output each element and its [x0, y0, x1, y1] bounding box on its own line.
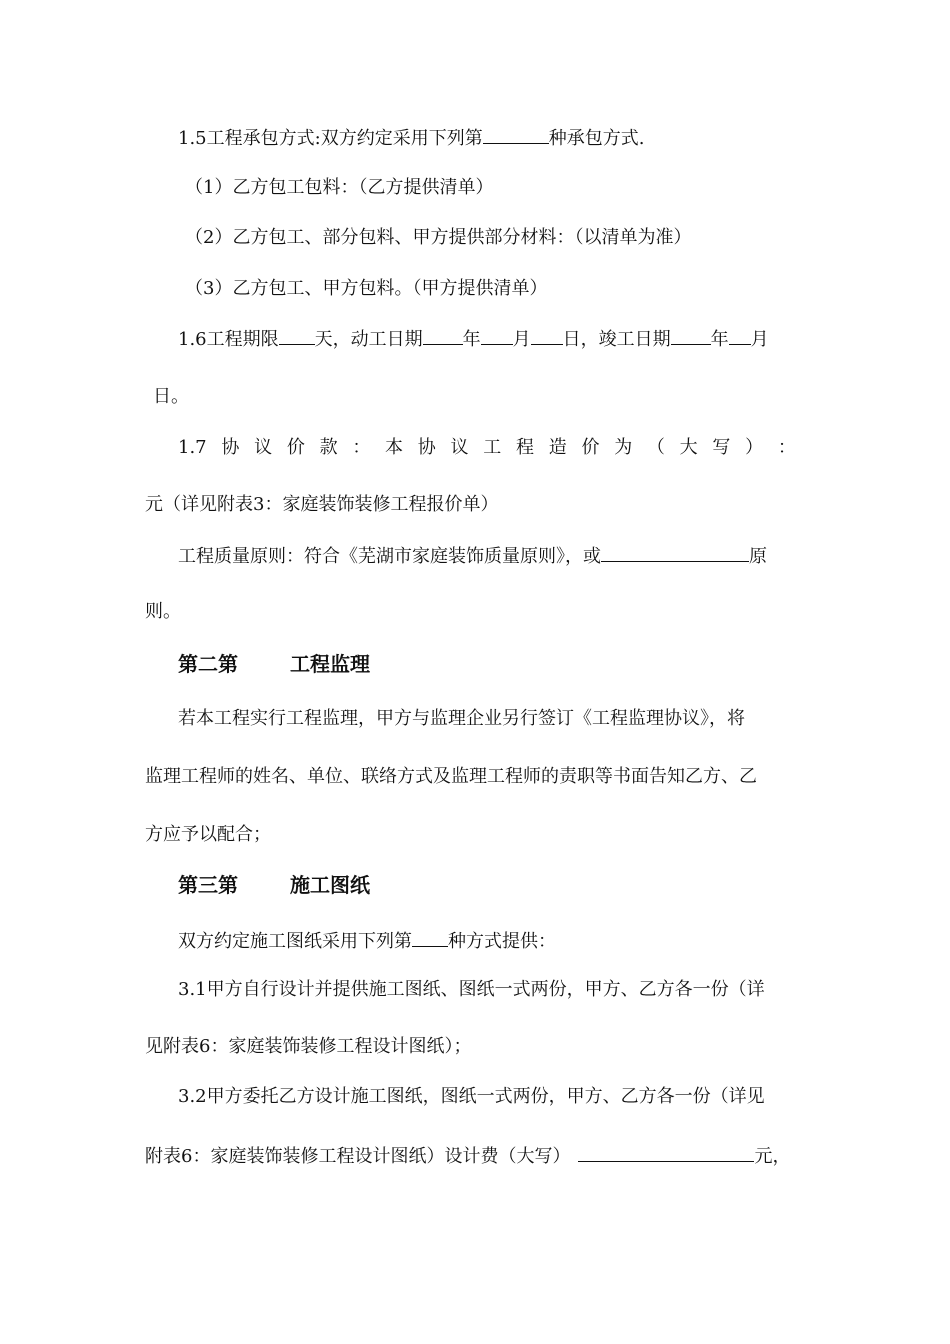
option-2: （2）乙方包工、部分包料、甲方提供部分材料：（以清单为准） — [185, 227, 692, 248]
month-label: 月 — [750, 329, 769, 350]
section-3-intro-text: 双方约定施工图纸采用下列第 — [178, 931, 412, 952]
blank-start-day[interactable] — [531, 326, 563, 345]
quality-clause — [178, 543, 810, 570]
section-3-title: 施工图纸 — [290, 873, 370, 897]
clause-1-5-text: 1.5工程承包方式:双方约定采用下列第 — [178, 128, 483, 149]
section-2-title: 工程监理 — [290, 652, 370, 676]
clause-3-2-line-1: 3.2甲方委托乙方设计施工图纸，图纸一式两份，甲方、乙方各一份（详见 — [178, 1086, 765, 1107]
clause-1-7 — [178, 435, 796, 461]
blank-design-fee[interactable] — [578, 1143, 754, 1162]
clause-1-7-char: 议 — [254, 437, 273, 458]
section-2-heading — [178, 650, 370, 678]
section-3-number: 第三第 — [178, 873, 238, 897]
section-2-number: 第二第 — [178, 652, 238, 676]
clause-1-7-char: ： — [777, 437, 796, 458]
section-2-line-2: 监理工程师的姓名、单位、联络方式及监理工程师的责职等书面告知乙方、乙 — [145, 766, 757, 787]
clause-1-7-char: 为 — [614, 437, 633, 458]
blank-quality-standard[interactable] — [601, 543, 749, 562]
clause-1-7-char: 1.7 — [178, 437, 207, 458]
section-3-heading — [178, 871, 370, 899]
clause-3-2-text: 附表6：家庭装饰装修工程设计图纸）设计费（大写） — [145, 1146, 571, 1167]
blank-days[interactable] — [279, 326, 315, 345]
quality-text: 工程质量原则：符合《芜湖市家庭装饰质量原则》，或 — [178, 546, 601, 567]
year-label: 年 — [462, 329, 481, 350]
clause-1-7-char: 本 — [385, 437, 404, 458]
clause-3-2-text-end: 元， — [754, 1146, 791, 1167]
section-3-intro — [178, 928, 810, 955]
clause-1-7-char: 程 — [515, 437, 534, 458]
quality-text-end: 原 — [749, 546, 767, 567]
clause-1-7-char: 款 — [319, 437, 338, 458]
clause-3-1-line-2: 见附表6：家庭装饰装修工程设计图纸）； — [145, 1036, 472, 1057]
clause-1-7-char: 价 — [581, 437, 600, 458]
option-1: （1）乙方包工包料：（乙方提供清单） — [185, 177, 494, 198]
clause-1-7-char: 工 — [483, 437, 502, 458]
clause-3-2-line-2 — [145, 1143, 810, 1170]
option-3: （3）乙方包工、甲方包料。（甲方提供清单） — [185, 278, 548, 299]
clause-1-7-char: 造 — [548, 437, 567, 458]
clause-1-7-char: 协 — [417, 437, 436, 458]
blank-end-year[interactable] — [671, 326, 711, 345]
blank-start-month[interactable] — [481, 326, 513, 345]
clause-1-7-char: ） — [745, 437, 764, 458]
blank-start-year[interactable] — [423, 326, 463, 345]
blank-end-month[interactable] — [729, 326, 751, 345]
blank-field[interactable] — [483, 125, 549, 144]
year-label: 年 — [710, 329, 729, 350]
clause-1-7-char: 写 — [712, 437, 731, 458]
clause-1-7-char: （ — [646, 437, 665, 458]
clause-3-1-line-1: 3.1甲方自行设计并提供施工图纸、图纸一式两份，甲方、乙方各一份（详 — [178, 979, 765, 1000]
clause-1-7-char: 协 — [221, 437, 240, 458]
clause-1-7-char: 大 — [679, 437, 698, 458]
clause-1-7-char: 价 — [286, 437, 305, 458]
clause-1-7-char: ： — [352, 437, 371, 458]
clause-1-6-label: 1.6工程期限 — [178, 329, 279, 350]
clause-1-5 — [178, 125, 810, 152]
section-2-line-1: 若本工程实行工程监理，甲方与监理企业另行签订《工程监理协议》，将 — [178, 708, 745, 729]
start-date-label: 天，动工日期 — [314, 329, 423, 350]
clause-1-5-text-end: 种承包方式. — [548, 128, 645, 149]
section-2-line-3: 方应予以配合； — [145, 824, 271, 845]
blank-method-number[interactable] — [412, 928, 448, 947]
clause-1-6 — [178, 326, 810, 353]
quality-clause-end: 则。 — [145, 601, 181, 622]
section-3-intro-end: 种方式提供： — [448, 931, 556, 952]
end-date-label: 日，竣工日期 — [562, 329, 671, 350]
clause-1-7-cont: 元（详见附表3：家庭装饰装修工程报价单） — [145, 494, 499, 515]
clause-1-6-end: 日。 — [153, 386, 189, 407]
month-label: 月 — [512, 329, 531, 350]
clause-1-7-char: 议 — [450, 437, 469, 458]
